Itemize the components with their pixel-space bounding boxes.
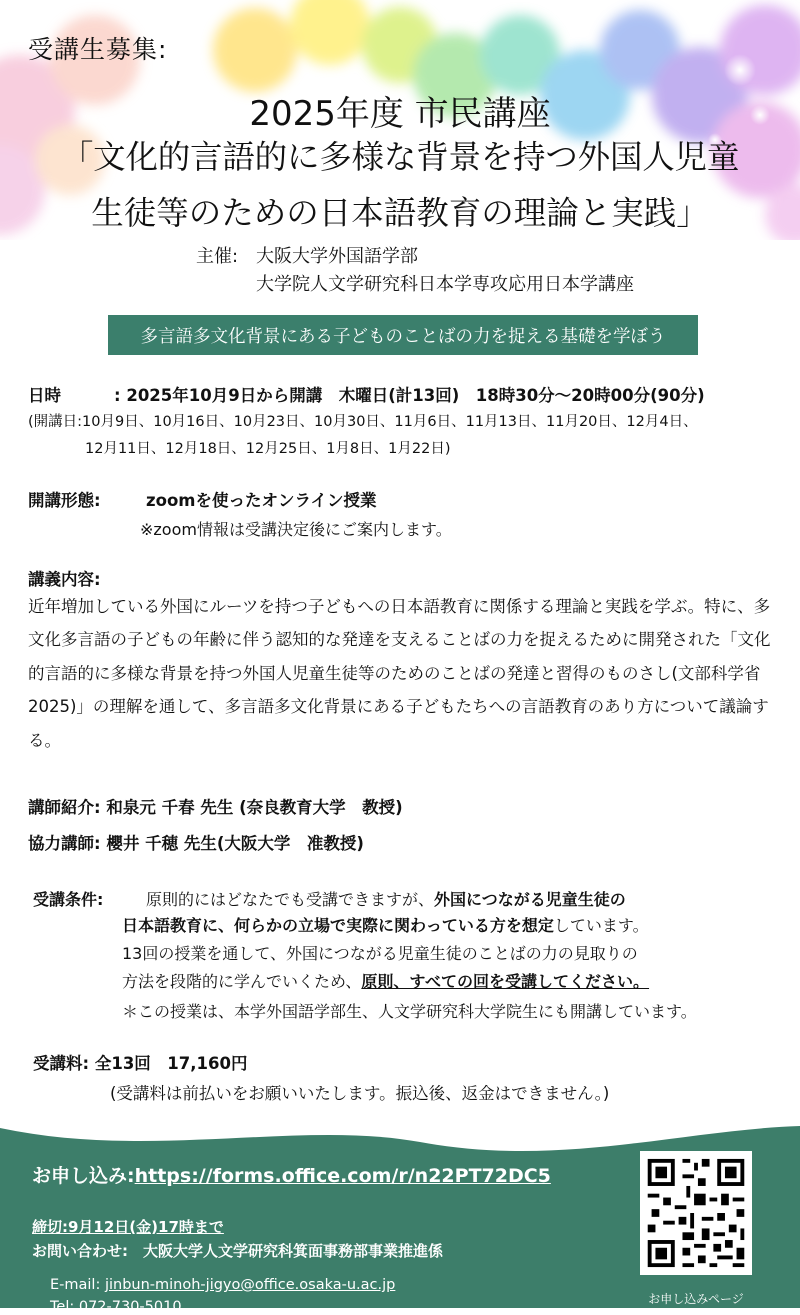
conditions-line-3: 13回の授業を通して、外国につながる児童生徒のことばの力の見取りの: [122, 944, 638, 963]
fee-value: 受講料: 全13回 17,160円: [33, 1054, 248, 1073]
title-line-2: 「文化的言語的に多様な背景を持つ外国人児童: [60, 138, 740, 176]
format-note: ※zoom情報は受講決定後にご案内します。: [140, 520, 452, 539]
conditions-label: 受講条件:: [33, 890, 104, 909]
qr-caption: お申し込みページ: [648, 1292, 744, 1306]
deadline-text: 締切:9月12日(金)17時まで: [32, 1218, 224, 1236]
datetime-value: : 2025年10月9日から開講 木曜日(計13回) 18時30分～20時00分(90分): [114, 386, 705, 405]
conditions-line-2a: 日本語教育に、何らかの立場で実際に関わっている方を想定: [122, 916, 554, 935]
format-value: zoomを使ったオンライン授業: [146, 491, 377, 510]
qr-code-box[interactable]: [640, 1151, 752, 1275]
dates-line-1: (開講日:10月9日、10月16日、10月23日、10月30日、11月6日、11月13日、11月20日、12月4日、: [28, 414, 698, 430]
conditions-line-1b: 外国につながる児童生徒の: [434, 890, 626, 909]
fee-note: (受講料は前払いをお願いいたします。振込後、返金はできません。): [110, 1084, 610, 1103]
qr-code-icon: [640, 1151, 752, 1275]
apply-url-link[interactable]: https://forms.office.com/r/n22PT72DC5: [134, 1165, 551, 1187]
conditions-line-4: [122, 969, 649, 992]
contact-text: お問い合わせ: 大阪大学人文学研究科箕面事務部事業推進係: [32, 1242, 444, 1260]
organizer-line-2: 大学院人文学研究科日本学専攻応用日本学講座: [256, 274, 634, 295]
datetime-label: 日時: [28, 386, 61, 405]
conditions-line-5: ＊この授業は、本学外国語学部生、人文学研究科大学院生にも開講しています。: [122, 1002, 697, 1021]
format-label: 開講形態:: [28, 491, 101, 510]
email-row: [50, 1277, 395, 1293]
tel-text: Tel: 072-730-5010: [50, 1299, 182, 1315]
tagline-banner: [108, 315, 698, 355]
dates-line-2: 12月11日、12月18日、12月25日、1月8日、1月22日): [85, 441, 451, 457]
content-body: 近年増加している外国にルーツを持つ子どもへの日本語教育に関係する理論と実践を学ぶ。特に、多文化多言語の子どもの年齢に伴う認知的な発達を支えることばの力を捉えるために開発された「文化的言語的に多様な背景を持つ外国人児童生徒等のためのことばの発達と習得のものさし(文部科学省2025)」の理解を通して、多言語多文化背景にある子どもたちへの言語教育のあり方について議論する。: [28, 597, 771, 750]
email-label: E-mail:: [50, 1277, 101, 1293]
conditions-line-2b: しています。: [553, 916, 649, 935]
apply-row: [32, 1161, 551, 1188]
conditions-line-4b: 原則、すべての回を受講してください。: [361, 972, 650, 991]
organizer-label: 主催:: [196, 246, 239, 267]
email-link[interactable]: jinbun-minoh-jigyo@office.osaka-u.ac.jp: [104, 1277, 396, 1293]
conditions-line-1: [146, 887, 626, 910]
title-line-1: 2025年度 市民講座: [249, 94, 551, 134]
instructor-main: 講師紹介: 和泉元 千春 先生 (奈良教育大学 教授): [28, 798, 403, 817]
tagline-text: 多言語多文化背景にある子どものことばの力を捉える基礎を学ぼう: [140, 326, 666, 347]
recruit-heading: 受講生募集:: [28, 35, 168, 64]
conditions-line-2: [122, 913, 649, 936]
apply-label: お申し込み:: [32, 1165, 135, 1187]
instructor-assist: 協力講師: 櫻井 千穂 先生(大阪大学 准教授): [28, 834, 364, 853]
title-line-3: 生徒等のための日本語教育の理論と実践」: [91, 194, 709, 232]
content-label: 講義内容:: [28, 570, 101, 589]
conditions-line-1a: 原則的にはどなたでも受講できますが、: [146, 890, 435, 909]
organizer-line-1: 大阪大学外国語学部: [256, 246, 418, 267]
datetime-row: [28, 382, 705, 406]
conditions-line-4a: 方法を段階的に学んでいくため、: [122, 972, 362, 991]
